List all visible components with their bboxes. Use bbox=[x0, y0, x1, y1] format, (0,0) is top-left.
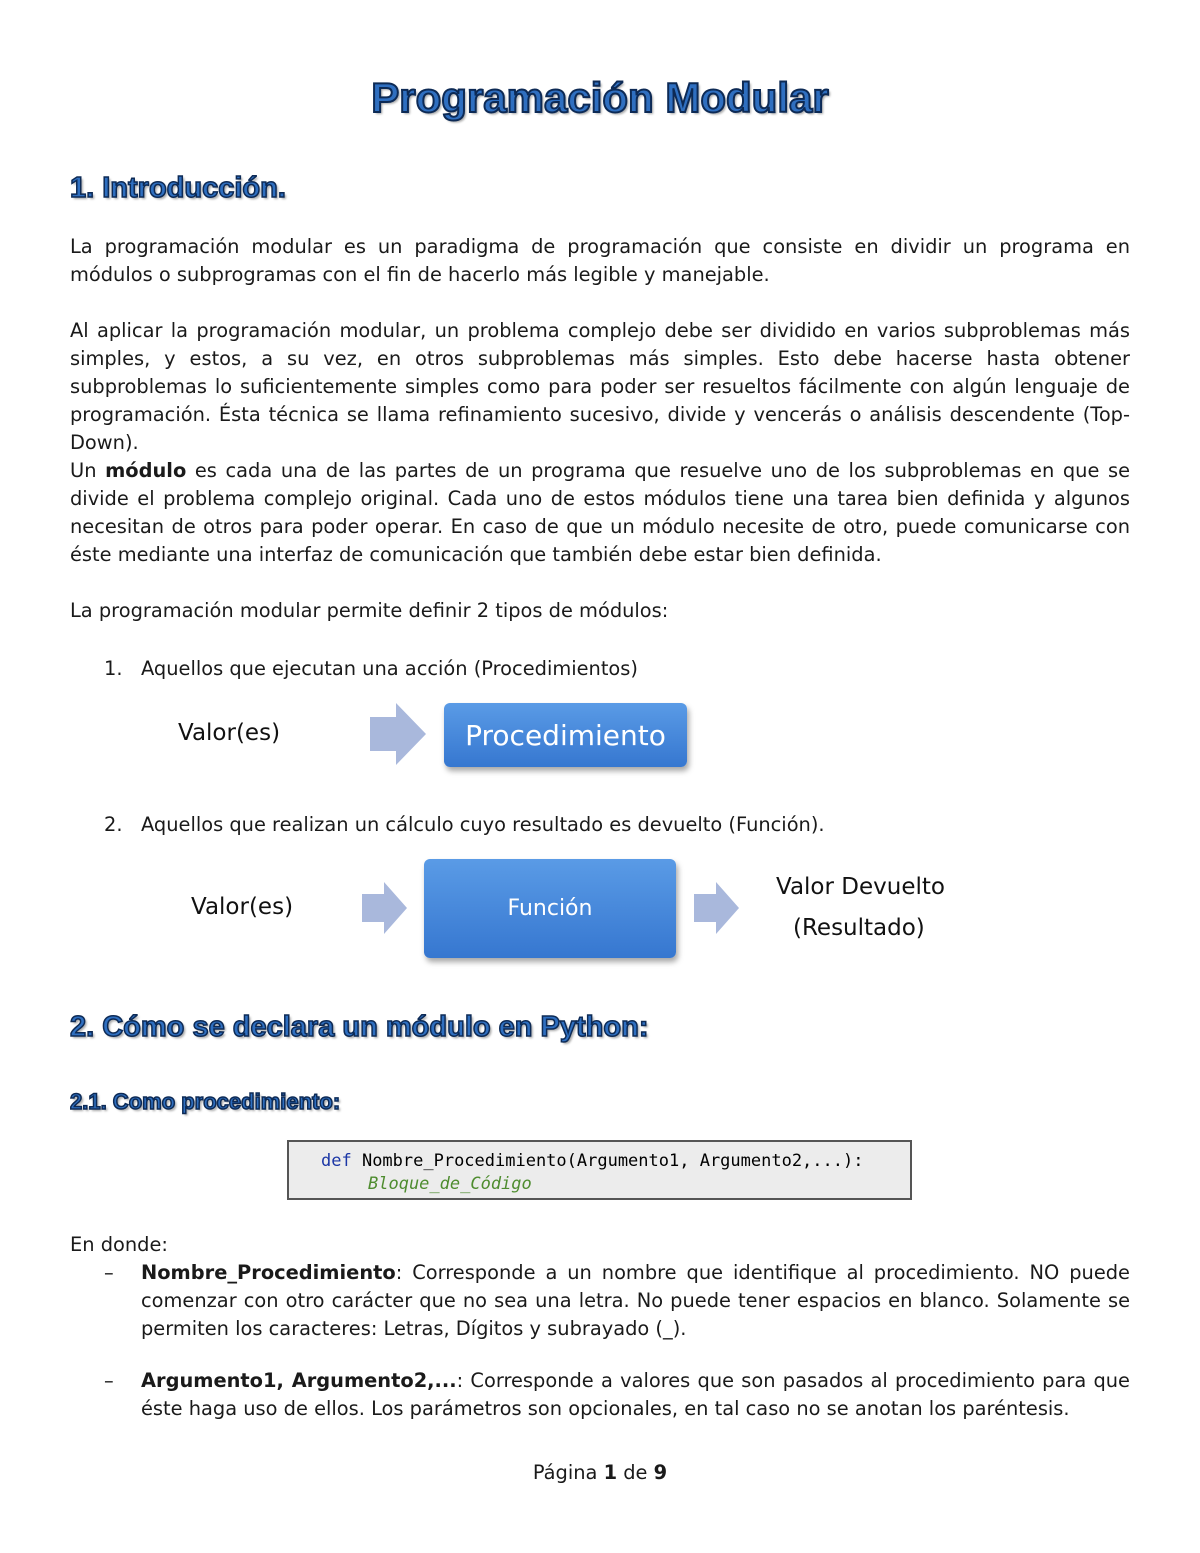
list-item-1-number: 1. bbox=[104, 657, 123, 680]
diagram1-input-label: Valor(es) bbox=[178, 720, 281, 746]
footer-prefix: Página bbox=[532, 1461, 604, 1484]
code-line-2: Bloque_de_Código bbox=[368, 1174, 532, 1194]
bullet-2-rest: : Corresponde a valores que son pasados al procedimiento para que éste haga uso de ellos. Los parámetros son opcionales, en tal caso no se anotan los paréntesis. bbox=[141, 1369, 1130, 1420]
diagram2-output-line1: Valor Devuelto bbox=[776, 874, 945, 900]
section-1-heading: 1. Introducción. bbox=[70, 172, 286, 204]
bullet-1-dash: – bbox=[104, 1261, 114, 1284]
diagram2-output-line2: (Resultado) bbox=[793, 915, 925, 941]
funcion-box: Función bbox=[424, 859, 676, 958]
code-line-1 bbox=[321, 1151, 863, 1171]
code-signature: Nombre_Procedimiento(Argumento1, Argumento2,...): bbox=[351, 1151, 864, 1171]
paragraph-3-rest: es cada una de las partes de un programa que resuelve uno de los subproblemas en que se divide el problema complejo original. Cada uno de estos módulos tiene una tarea bien definida y algunos necesitan de otros para poder operar. En caso de que un módulo necesite de otro, puede comunicarse con éste mediante una interfaz de comunicación que también debe estar bien definida. bbox=[70, 459, 1130, 566]
footer-page-number: 1 bbox=[603, 1461, 618, 1484]
footer-mid: de bbox=[617, 1461, 654, 1484]
bullet-2-dash: – bbox=[104, 1369, 114, 1392]
code-block bbox=[287, 1140, 912, 1200]
paragraph-3-start: Un bbox=[70, 459, 106, 482]
bullet-2-text bbox=[141, 1367, 1130, 1423]
where-label: En donde: bbox=[70, 1233, 168, 1256]
paragraph-3 bbox=[70, 457, 1130, 569]
section-2-1-heading: 2.1. Como procedimiento: bbox=[70, 1089, 341, 1114]
procedimiento-box: Procedimiento bbox=[444, 703, 687, 767]
bullet-2-bold: Argumento1, Argumento2,... bbox=[141, 1369, 457, 1392]
arrow-right-icon bbox=[694, 882, 740, 934]
page-footer bbox=[0, 1461, 1200, 1484]
bullet-1-rest: : Corresponde a un nombre que identifique al procedimiento. NO puede comenzar con otro carácter que no sea una letra. No puede tener espacios en blanco. Solamente se permiten los caracteres: Letras, Dígitos y subrayado (_). bbox=[141, 1261, 1130, 1340]
list-item-2-text: Aquellos que realizan un cálculo cuyo resultado es devuelto (Función). bbox=[141, 813, 825, 836]
paragraph-4: La programación modular permite definir 2 tipos de módulos: bbox=[70, 599, 669, 622]
document-title: Programación Modular bbox=[371, 74, 829, 121]
bullet-1-text bbox=[141, 1259, 1130, 1343]
code-keyword: def bbox=[321, 1151, 352, 1171]
section-2-heading: 2. Cómo se declara un módulo en Python: bbox=[70, 1011, 649, 1043]
bullet-1-bold: Nombre_Procedimiento bbox=[141, 1261, 396, 1284]
paragraph-1: La programación modular es un paradigma de programación que consiste en dividir un programa en módulos o subprogramas con el fin de hacerlo más legible y manejable. bbox=[70, 235, 1130, 286]
arrow-right-icon bbox=[370, 703, 428, 765]
paragraph-2: Al aplicar la programación modular, un problema complejo debe ser dividido en varios subproblemas más simples, y estos, a su vez, en otros subproblemas más simples. Esto debe hacerse hasta obtener subproblemas lo suficientemente simples como para poder ser resueltos fácilmente con algún lenguaje de programación. Ésta técnica se llama refinamiento sucesivo, divide y vencerás o análisis descendente (Top-Down). bbox=[70, 319, 1130, 454]
diagram2-input-label: Valor(es) bbox=[191, 894, 294, 920]
footer-page-total: 9 bbox=[653, 1461, 668, 1484]
list-item-1-text: Aquellos que ejecutan una acción (Procedimientos) bbox=[141, 657, 638, 680]
list-item-2-number: 2. bbox=[104, 813, 123, 836]
paragraph-3-bold: módulo bbox=[105, 459, 187, 482]
arrow-right-icon bbox=[362, 882, 408, 934]
